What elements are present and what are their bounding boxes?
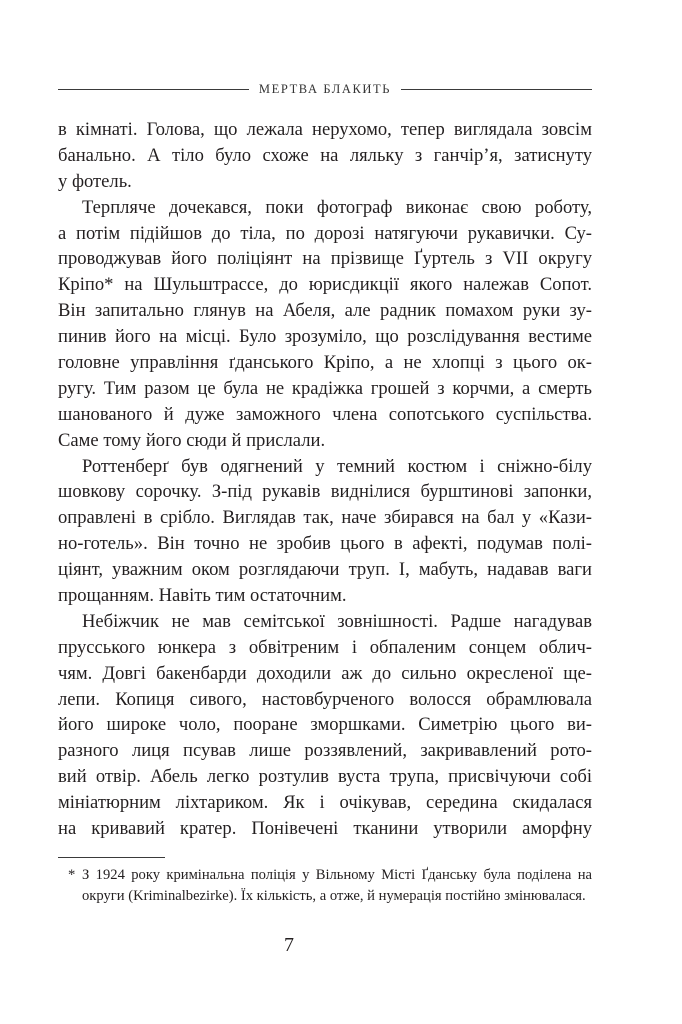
text-line: разного лиця псував лише роззявлений, закривавлений рото- (58, 740, 592, 762)
text-line: Кріпо* на Шульштрассе, до юрисдикції якого належав Сопот. (58, 274, 592, 296)
text-line: банально. А тіло було схоже на ляльку з ганчір’я, затиснуту (58, 144, 592, 166)
text-line: його широке чоло, пооране зморшками. Симетрію цього ви- (58, 714, 592, 736)
text-line: в кімнаті. Голова, що лежала нерухомо, тепер виглядала зовсім (58, 119, 592, 140)
text-line: на кривавий кратер. Понівечені тканини утворили аморфну (58, 818, 592, 840)
footnote-mark: * (68, 867, 76, 883)
text-line: прусського юнкера з обвітреним і обпаленим сонцем облич- (58, 636, 592, 658)
text-line: оправлені в срібло. Виглядав так, наче збирався на бал у «Кази- (58, 507, 592, 529)
text-line: Роттенберґ був одягнений у темний костюм і сніжно-білу (82, 455, 592, 477)
text-line: Він запитально глянув на Абеля, але радник помахом руки зу- (58, 300, 592, 322)
page-number: 7 (284, 934, 294, 956)
text-line: лепи. Копиця сивого, настовбурченого волосся обрамлювала (58, 688, 592, 710)
text-line: у фотель. (58, 170, 132, 192)
text-line: но-готель». Він точно не зробив цього в афекті, подумав полі- (58, 533, 592, 555)
footnote-text: З 1924 року кримінальна поліція у Вільному Місті Ґданську була поділена на округи (Kriminalbezirke). Їх кількість, а отже, й нумерація постійно змінювалася. (82, 867, 592, 904)
text-line: проводжував його поліціянт на прізвище Ґуртель з VII округу (58, 248, 592, 270)
paragraph (58, 609, 592, 842)
running-header (58, 79, 592, 99)
text-line: мініатюрним ліхтариком. Як і очікував, середина скидалася (58, 792, 592, 814)
text-line: чям. Довгі бакенбарди доходили аж до сильно окресленої ще- (58, 662, 592, 684)
paragraph (58, 117, 592, 195)
text-line: пинив його на місці. Було зрозуміло, що розслідування вестиме (58, 326, 592, 348)
body-text (58, 117, 592, 842)
text-line: ругу. Тим разом це була не крадіжка грошей з корчми, а смерть (58, 377, 592, 399)
footnote-rule (58, 857, 165, 858)
paragraph (58, 454, 592, 609)
header-rule-right (401, 89, 592, 90)
paragraph (58, 195, 592, 454)
header-rule-left (58, 89, 249, 90)
text-line: прощанням. Навіть тим остаточним. (58, 585, 347, 607)
text-line: вий отвір. Абель легко розтулив вуста трупа, присвічуючи собі (58, 766, 592, 788)
footnote (58, 865, 592, 907)
book-title: МЕРТВА БЛАКИТЬ (258, 81, 392, 96)
text-line: Терпляче дочекався, поки фотограф виконає свою роботу, (82, 196, 592, 218)
text-line: головне управління ґданського Кріпо, а не хлопці з цього ок- (58, 352, 592, 374)
text-line: ціянт, уважним оком розглядаючи труп. І, мабуть, надавав ваги (58, 559, 592, 581)
text-line: шанованого й дуже заможного члена сопотського суспільства. (58, 403, 592, 425)
text-line: Небіжчик не мав семітської зовнішності. Радше нагадував (82, 610, 592, 632)
text-line: шовкову сорочку. З-під рукавів виднілися бурштинові запонки, (58, 481, 592, 503)
text-line: а потім підійшов до тіла, по дорозі натягуючи рукавички. Су- (58, 222, 592, 244)
text-line: Саме тому його сюди й прислали. (58, 429, 326, 451)
